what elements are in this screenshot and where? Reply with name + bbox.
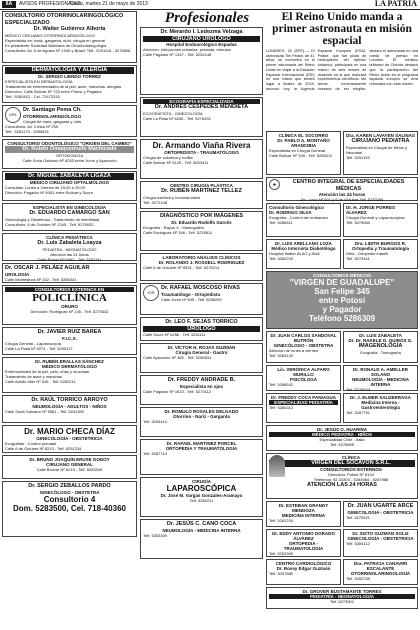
ad-card: Dra. LIDITH BURGOS R. Ortopedia y Traumatología Niño - Ortopedia infantil Telf. 5275411 [343, 239, 418, 269]
ad-card: Dr. MARIO CHECA DÍAZ GINECOLOGÍA - OBSTETRICIA Ecografías - Control prenatal Calle 6 de Octubre Nº 5213 - Telf. 5251234 [2, 425, 137, 453]
ad-card: Dr. RONALD A. AMELLER SOLANO NEUMOLOGÍA - MEDICINA INTERNA Telf. 5276523 [343, 365, 418, 391]
ad-card: Dr. LUIS ZABALETA Dr. Dr. NAKELE G. QUIROS G. IMAGENOLOGÍA Ecografía - Tomografía [343, 331, 418, 363]
ad-card: CIRUGÍA LAPAROSCÓPICA Dr. José M. Vargas Gonzales-Aramayo Telf. 5282211 [140, 477, 263, 517]
ad-card: Dr. OSCAR J. PELÁEZ AGUILAR UROLOGÍA Calle Montesinos Nº 342 - Telf. 5286341 [2, 263, 137, 283]
ad-card: ORL Dr. Santiago Pema Ch. OTORRINOLARINGÓLOGO Cirugía de nariz, garganta y oído Consultorio: Av. Cívica Nº 235 Telf.: 5281170 - 5258431 [2, 105, 137, 137]
ad-card: DIAGNÓSTICO POR IMÁGENES Dr. Eduardo Rodolfo Garcés Ecografía - Rayos X - Mamografía Calle Rodríguez Nº 346 - Telf. 5278811 [140, 211, 263, 251]
ad-card: Dr. Merardo I. Ledezma Velzaga CIRUJANO UROLOGO Hospital Endourológico Espadas Atención: Infecciones urinarias, próstata, cálculos Calle Pagador Nº 1347 - Telf. 5252148 [140, 27, 263, 95]
ad-card: Dr. SERGIO ZEBALLOS PARDO GINECÓLOGO - OBSTETRA Consultorio 4 Dom. 5283500, Cel. 718-40360 [2, 481, 137, 537]
ad-card: Dr. JUAN UGARTE ARCE GINECOLOGIA - OBSTETRICIA Telf. 5275521 [343, 501, 418, 527]
ad-card: CONSULTORIOS EXTERNOS EN POLICLÍNICA ORURO Dirección: Rodríguez Nº 245 - Telf. 5275432 [2, 285, 137, 325]
column-middle [140, 11, 263, 628]
ad-card: Dr. J. ELMER SALDERRAGA Medicina Interna - Gastroenterología Telf. 5287751 [343, 393, 418, 423]
ad-card: Dr. JESÚS O. HUARINA MÉDICO PEDIATRA - NIÑOS Especialidad Chile - Italia Telf. 5276655 [266, 425, 418, 451]
section-title: Profesionales [164, 10, 250, 26]
ad-card: Dr. EDDY ANTONIO DORADO ÁLVAREZ ORTOPEDIA - TRAUMATOLOGÍA Telf. 5253390 [266, 529, 341, 557]
ad-card: Dr. LUIS ARELLANO LOZA Médico Internista Diabetólogo Hospital Walter ALAO y ANA Telf. 5282233 [266, 239, 341, 269]
ior-logo-icon: IOR [143, 285, 159, 301]
issue-date: Oruro, martes 21 de mayo de 2013 [70, 1, 148, 7]
doctor-name: Dr. Walter Gutiérrez Alborta [33, 26, 106, 32]
ad-card: CLÍNICA EL SOCORRO Dr. PABLO A. MONTAÑO ARANCIBIA Especialista en Cirugía General Calle Bolívar Nº 345 - Telf. 5258411 [266, 131, 341, 175]
article-body: LONDRES, 20 (EFE).— El astronauta Tim Peake, de 41 años, se convertirá en el primer astronauta del Reino Unido en viajar a la Estación Espacial Internacional (EEI) en una misión que tendrá lugar a finales de 2015, anunció hoy la Agencia Espacial Europea (ESA). Peake, que fue piloto de helicópteros del ejército británico, participará en una misión de seis meses de duración en la que realizará experimentos científicos. Me siento inmensamente honrado de ser elegido, declaró el astronauta en una rueda de prensa en Londres. El ministro británico de Ciencia destacó que la participación del Reino Unido en el programa espacial europeo se verá reforzada con esta misión. [266, 49, 418, 91]
ad-card: CLÍNICA PEDIÁTRICA Dr. Luis Zabaleta Loayza PEDIATRA - NEONATÓLOGO Atención las 24 horas Calle Potosí Nº 5462 - Telf. 5252311 [2, 233, 137, 261]
section-label: AVISOS PROFESIONALES [19, 1, 81, 7]
medical-cross-icon: ✚ [269, 179, 280, 190]
ad-card: Dr. GROVER BUSTAMANTE TORRES PEDIATRÍA - NEONATOLOGÍA Telf. 5273001 [266, 587, 418, 609]
ad-card: LABORATORIO ANÁLISIS CLÍNICOS Dr. ROLANDO J. ROSSELL RODRIGUEZ Calle 6 de Octubre Nº 5931 - Telf. 5275214 [140, 253, 263, 281]
ad-card: Dr. RUBÉN ERALLAS SÁNCHEZ MÉDICO DERMATÓLOGO Enfermedades de la piel, pelo, uñas y mucosas Tratamiento de acné y manchas Calle Adolfo Mier Nº 345 - Telf. 5282211 [2, 357, 137, 393]
ad-card: Dr. RAÚL TORRICO ARROYO NEUMOLOGÍA - ADULTOS - NIÑOS Calle Soria Galvarro Nº 5561 - Telf. 5241390 [2, 395, 137, 423]
ad-card: ECOGRAFÍA ESPECIALIZADA Dr. ANDRÉS CESPEDES MENDIETA ECOGRAFISTA - GINECOLOGÍA Calle La Plata Nº 6245 - Telf. 5276432 [140, 97, 263, 137]
ad-card: Dr. JESÚS C. CANO COCA NEUMOLOGÍA - MEDICINA INTERNA Telf. 5253309 [140, 519, 263, 559]
ad-card: Dra. PATRICIA CANAVIRI ESCALANTE OTORRINOLARINGOLOGÍA Telf. 5282239 [343, 559, 418, 585]
ad-card: Dr. VÍCTOR H. ROJAS GUZMÁN Cirugía General - Gastro Calle Ayacucho Nº 465 - Telf. 5285531 [140, 343, 263, 373]
ad-card: Dr. RAFAEL MARTÍNEZ PORCEL ORTOPEDIA Y TRAUMATOLOGÍA Telf. 5287714 [140, 439, 263, 475]
ad-card: Dr. MIGUEL ZABALETA LIGAZA MÉDICO CIRUJANO OFTALMÓLOGO Consultas: Lunes a Viernes de 15:00 a 20:00 Dirección: Pagador Nº 6161 entre Bolívar y Sucre [2, 171, 137, 201]
ad-card: CLÍNICA VIRGEN DEL SOCAVÓN S.R.L. CONSULTORIOS EXTERNOS Dirección: Potosí Nº 6134 Teléfonos: 52-43303 - 5284584 - 5287986 ATENCIÓN LAS 24 HORAS [266, 453, 418, 499]
ad-card: DERMATOLOGÍA Y ALERGIA Dr. SERGIO LIENDO TORREZ ESPECIALISTA EN DERMATOLOGÍA Tratamiento de enfermedades de la piel, acné, manchas, alergias Dirección: Calle Bolívar Nº 720 entre Potosí y Pagador Telf.: 5283412 - Cel. 72472315 [2, 65, 137, 103]
ad-card: Dra. KAREN LAVAYEN SALINAS CIRUJANO PEDIATRA Especialista en Cirugía de Niños y Neonatal Telf. 5251193 [343, 131, 418, 175]
ad-card: Dr. JUAN CARLOS SANDOVAL BUTRÓN GINECÓLOGO - OBSTETRA Atención de lunes a viernes Telf. 5284120 [266, 331, 341, 363]
ad-card: Dr. JAVIER RUIZ BAREA F.I.C.S. Cirugía General - Laparoscopía Calle La Plata Nº 6274 - Telf. 5255117 [2, 327, 137, 355]
page-header-bar [0, 0, 420, 10]
ad-card: Consultorio Ginecológico Dr. RODRIGO SILVA Ecografía - Control del embarazo Telf. 5286611 [266, 203, 341, 237]
ads-list-left [2, 11, 137, 537]
ad-card: Dr. BRUNO JOAQUÍN ERUSE GODOY CIRUJANO GENERAL Calle Bolívar Nº 6219 - Telf. 5283345 [2, 455, 137, 479]
ad-card: Dr. FREDDY ANDRADE B. Especialista en ojos Calle Pagador Nº 1623 - Telf. 5273112 [140, 375, 263, 405]
newspaper-brand: LA PATRIA [374, 0, 417, 8]
ad-card: Dr. SIXTO GUZMÁN SOLIZ GINECOLOGÍA - OBSTETRICIA Telf. 5284112 [343, 529, 418, 557]
article-headline: El Reino Unido manda a primer astronauta en misión espacial [272, 11, 412, 47]
ad-card: ✚ CENTRO INTEGRAL DE ESPECIALIDADES MÉDICAS Atención las 24 horas Dir.: León Nº 501 y 6 de Octubre Telf. 5230266 [266, 177, 418, 201]
ad-card: Dr. LEO F. SEJAS TORRICO UROLOGO Calle Sucre Nº 6256 - Telf. 5251111 [140, 317, 263, 341]
ad-card: CENTRO CIRUGÍA PLÁSTICA Dr. RUBÉN MARTÍNEZ TELLEZ Cirugía estética y reconstructiva Telf. 5272148 [140, 181, 263, 209]
virgin-image-icon [269, 455, 285, 477]
column-right [266, 11, 418, 628]
ad-card: ESPECIALISTA EN GINECOLOGÍA Dr. EDUARDO CAMARGO SAN Ginecología y Obstetricia - Tratamiento de infertilidad Consultorio: 6 de Octubre Nº 1345 - Telf. 5278932 [2, 203, 137, 231]
page-number: 8A [2, 1, 16, 8]
ad-card: Lic. VERÓNICA ALFARO MURILLO PSICÓLOGA Telf. 5286642 [266, 365, 341, 391]
ad-card: Dr. FREDDY COCA PANIAGUA ESPECIALIDAD PEDIATRÍA Telf. 5284313 [266, 393, 341, 423]
clinic-logo-icon: ORL [5, 107, 21, 123]
ad-card: Dr. ROMULO ROSALES DELGADO Otorrino - Nariz - Garganta Telf. 5254410 [140, 407, 263, 437]
ad-card: Dr. Armando Viaña Rivera ORTOPEDISTA - TRAUMATÓLOGO Cirugía de columna y rodilla Calle Bolívar Nº 6125 - Telf. 5283411 [140, 139, 263, 179]
news-article [266, 11, 418, 131]
ad-card: IOR Dr. RAFAEL MOSCOSO RIVAS Traumatólogo - Ortopedista Calle Junín Nº 645 - Telf. 5256290 [140, 283, 263, 315]
ad-card: Dr. ESTEBAN GRANDY MENDOZA MEDICINA INTERNA Telf. 5281234 [266, 501, 341, 527]
ad-card: CONSULTORIO ODONTOLÓGICO "ORIGEN DEL CAMBIO" Dr. Rubén Omaquemullo Machicado ORTODONCIA Calle Soria Galvarro Nº 6253 entre Junín y Ayacucho [2, 139, 137, 169]
ad-card: CENTRO CARDIOLÓGICO Dr. Rossy Edgar Guzmán Telf. 5257880 [266, 559, 341, 585]
ad-card: Dr. H. JORGE PORRES ÁLVAREZ Cirugía General y Laparoscópica Telf. 5275560 [343, 203, 418, 237]
ad-card: CONSULTORIO OTORRINOLARINGOLÓGICO ESPECIALIZADO Dr. Walter Gutiérrez Alborta MÉDICO CIRUJANO OTORRINOLARINGÓLOGO Especialista en: nariz, garganta, oído, cirugía en general Ex presidente Sociedad Boliviana de Otorrinolaringología Consultorio: Av. 6 de Agosto Nº 1345 y Brasil. Telf.: 5251116 - 5275808 [2, 11, 137, 63]
ad-card: CONSULTORIOS MÉDICOS "VIRGEN DE GUADALUPE" San Felipe 345 entre Potosí y Pagador Teléfono 5286309 [266, 271, 418, 329]
